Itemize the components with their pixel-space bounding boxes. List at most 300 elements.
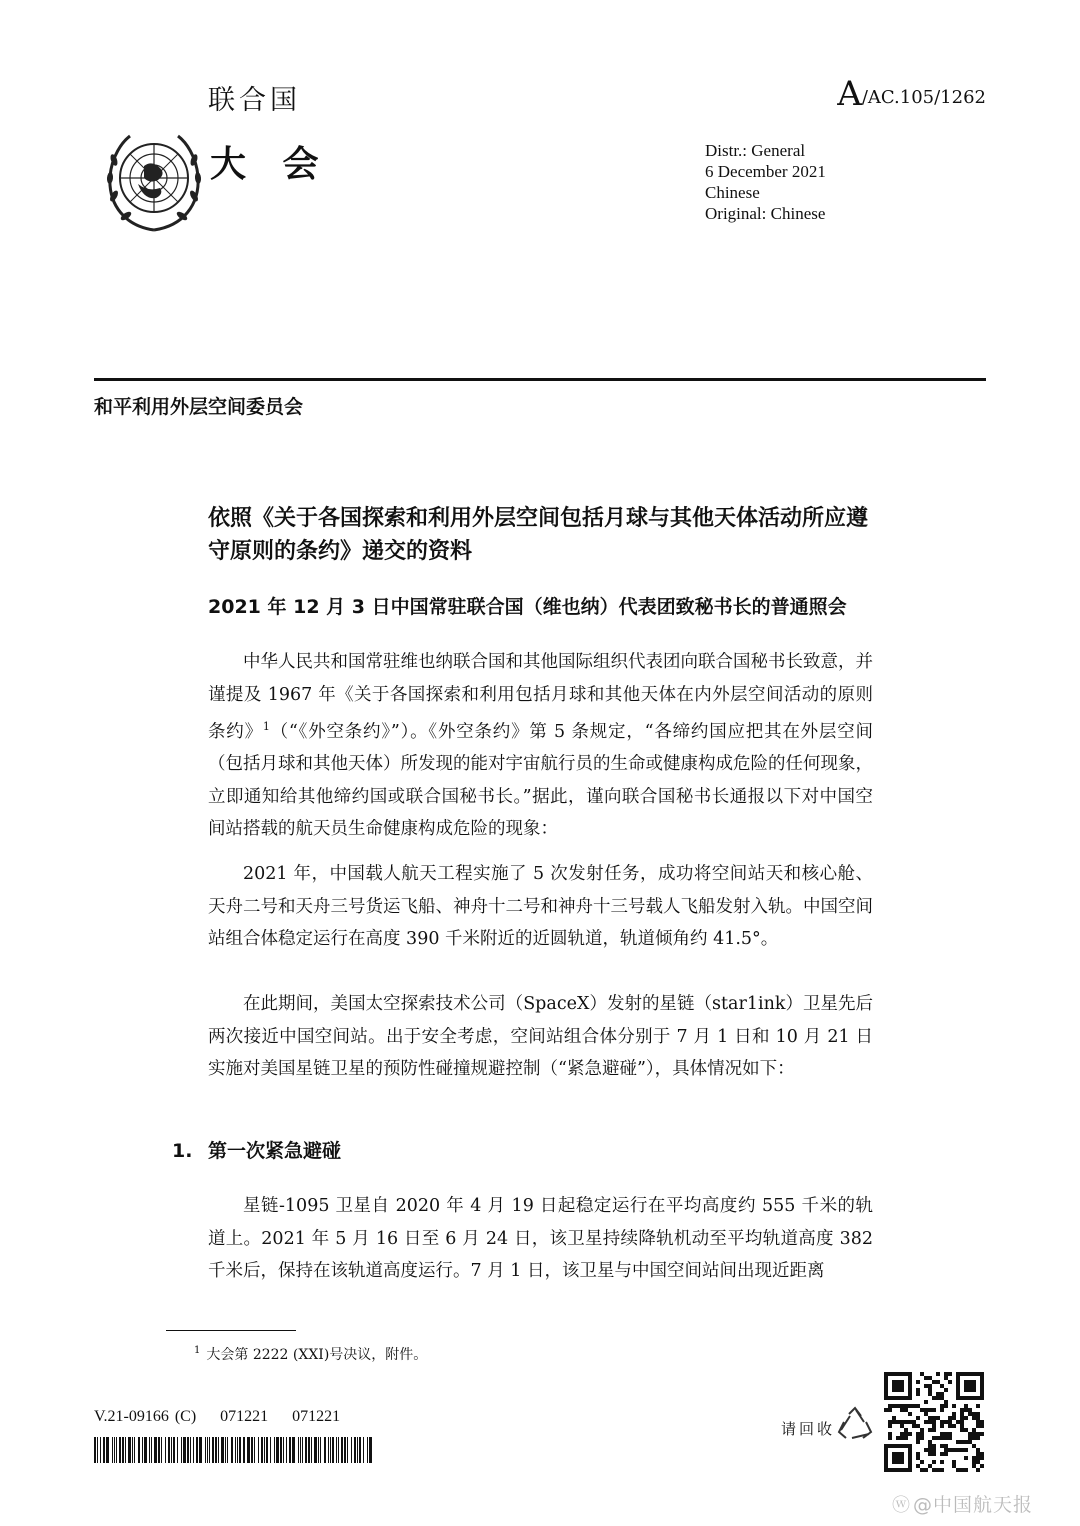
barcode-bar <box>134 1437 135 1463</box>
barcode-bar <box>274 1437 275 1463</box>
qr-module <box>928 1392 932 1396</box>
qr-module <box>888 1420 892 1424</box>
barcode-bar <box>106 1437 109 1463</box>
qr-module <box>892 1404 896 1408</box>
footnote-mark: 1 <box>194 1345 201 1357</box>
barcode-bar <box>161 1437 162 1463</box>
qr-module <box>964 1440 968 1444</box>
qr-module <box>900 1404 904 1408</box>
qr-module <box>972 1460 976 1464</box>
qr-module <box>972 1432 976 1436</box>
barcode-bar <box>145 1437 147 1463</box>
barcode-bar <box>328 1437 329 1463</box>
qr-module <box>952 1448 956 1452</box>
barcode-bar <box>181 1437 182 1463</box>
qr-module <box>912 1424 916 1428</box>
qr-module <box>912 1404 916 1408</box>
qr-module <box>944 1444 948 1448</box>
qr-module <box>940 1384 944 1388</box>
qr-module <box>980 1432 984 1436</box>
qr-module <box>976 1460 980 1464</box>
barcode-bar <box>298 1437 299 1463</box>
qr-module <box>944 1420 948 1424</box>
qr-module <box>920 1428 924 1432</box>
qr-module <box>960 1416 964 1420</box>
qr-module <box>924 1412 928 1416</box>
barcode-bar <box>151 1437 152 1463</box>
qr-module <box>952 1460 956 1464</box>
barcode-bar <box>363 1437 364 1463</box>
qr-module <box>896 1404 900 1408</box>
qr-module <box>928 1420 932 1424</box>
barcode-bar <box>193 1437 194 1463</box>
qr-module <box>936 1380 940 1384</box>
barcode-bar <box>359 1437 361 1463</box>
barcode-bar <box>103 1437 105 1463</box>
qr-module <box>916 1416 920 1420</box>
qr-module <box>928 1408 932 1412</box>
qr-module <box>904 1428 908 1432</box>
qr-module <box>936 1372 940 1376</box>
qr-module <box>888 1432 892 1436</box>
barcode-bar <box>227 1437 228 1463</box>
barcode-bar <box>320 1437 321 1463</box>
barcode-bar <box>218 1437 219 1463</box>
barcode-bar <box>212 1437 214 1463</box>
barcode-bar <box>354 1437 356 1463</box>
qr-module <box>916 1424 920 1428</box>
barcode-bar <box>302 1437 303 1463</box>
barcode-bar <box>251 1437 253 1463</box>
qr-module <box>920 1460 924 1464</box>
barcode-bar <box>289 1437 291 1463</box>
qr-module <box>940 1432 944 1436</box>
barcode-bar <box>244 1437 245 1463</box>
qr-module <box>960 1468 964 1472</box>
symbol-prefix: A <box>837 74 862 114</box>
barcode-bar <box>300 1437 301 1463</box>
qr-module <box>916 1432 920 1436</box>
recycle-icon <box>836 1406 874 1442</box>
qr-module <box>940 1452 944 1456</box>
barcode-bar <box>311 1437 312 1463</box>
qr-module <box>960 1408 964 1412</box>
distribution-block <box>705 140 826 224</box>
barcode-bar <box>119 1437 121 1463</box>
qr-module <box>940 1408 944 1412</box>
document-number: V.21-09166 (C) 071221 071221 <box>94 1408 341 1425</box>
barcode-bar <box>142 1437 143 1463</box>
qr-module <box>936 1392 940 1396</box>
qr-module <box>908 1404 912 1408</box>
qr-module <box>936 1436 940 1440</box>
qr-module <box>924 1420 928 1424</box>
qr-module <box>940 1396 944 1400</box>
qr-module <box>928 1376 932 1380</box>
assembly-label: 大 会 <box>210 144 331 185</box>
qr-module <box>960 1424 964 1428</box>
header-divider <box>94 378 986 381</box>
qr-module <box>960 1440 964 1444</box>
qr-module <box>968 1432 972 1436</box>
qr-module <box>940 1444 944 1448</box>
barcode-bar <box>205 1437 206 1463</box>
paragraph-2: 2021 年，中国载人航天工程实施了 5 次发射任务，成功将空间站天和核心舱、天舟二号和天舟三号货运飞船、神舟十二号和神舟十三号载人飞船发射入轨。中国空间站组合体稳定运行在高度 390 千米附近的近圆轨道，轨道倾角约 41.5°。 <box>208 864 873 949</box>
qr-module <box>944 1448 948 1452</box>
qr-module <box>976 1452 980 1456</box>
qr-module <box>932 1380 936 1384</box>
qr-module <box>976 1420 980 1424</box>
qr-module <box>948 1416 952 1420</box>
barcode-bar <box>239 1437 241 1463</box>
barcode-bar <box>243 1437 244 1463</box>
qr-module <box>900 1436 904 1440</box>
qr-module <box>924 1468 928 1472</box>
section-title: 第一次紧急避碰 <box>208 1140 342 1162</box>
qr-module <box>928 1384 932 1388</box>
committee-name: 和平利用外层空间委员会 <box>94 396 304 418</box>
qr-module <box>916 1436 920 1440</box>
qr-module <box>940 1468 944 1472</box>
barcode-bar <box>283 1437 284 1463</box>
qr-module <box>972 1464 976 1468</box>
barcode-bar <box>207 1437 208 1463</box>
qr-module <box>964 1404 968 1408</box>
barcode-bar <box>270 1437 271 1463</box>
qr-module <box>976 1448 980 1452</box>
qr-module <box>892 1420 896 1424</box>
qr-module <box>904 1420 908 1424</box>
qr-module <box>932 1424 936 1428</box>
barcode-bar <box>196 1437 198 1463</box>
document-symbol <box>837 74 986 114</box>
qr-module <box>888 1408 892 1412</box>
qr-module <box>980 1464 984 1468</box>
qr-module <box>928 1444 932 1448</box>
footnote-divider <box>166 1330 296 1331</box>
qr-module <box>924 1376 928 1380</box>
qr-module <box>972 1436 976 1440</box>
barcode-bar <box>209 1437 210 1463</box>
qr-module <box>980 1420 984 1424</box>
paragraph-1-part-b: （“《外空条约》”）。《外空条约》第 5 条规定，“各缔约国应把其在外层空间（包括月球和其他天体）所发现的能对宇宙航行员的生命或健康构成危险的任何现象，立即通知给其他缔约国或联合国秘书长。”据此，谨向联合国秘书长通报以下对中国空间站搭载的航天员生命健康构成危险的现象： <box>208 721 873 840</box>
barcode-bar <box>116 1437 117 1463</box>
qr-module <box>948 1380 952 1384</box>
qr-module <box>940 1404 944 1408</box>
qr-module <box>916 1464 920 1468</box>
barcode-bar <box>215 1437 217 1463</box>
barcode-bar <box>347 1437 348 1463</box>
qr-module <box>956 1468 960 1472</box>
qr-module <box>900 1408 904 1412</box>
qr-module <box>904 1404 908 1408</box>
qr-module <box>884 1408 888 1412</box>
barcode-bar <box>344 1437 346 1463</box>
barcode-bar <box>94 1437 96 1463</box>
barcode-bar <box>369 1437 372 1463</box>
barcode-bar <box>221 1437 224 1463</box>
qr-module <box>948 1424 952 1428</box>
qr-module <box>932 1448 936 1452</box>
qr-module <box>964 1428 968 1432</box>
qr-module <box>964 1408 968 1412</box>
qr-module <box>944 1452 948 1456</box>
barcode-bar <box>171 1437 172 1463</box>
barcode-bar <box>258 1437 259 1463</box>
barcode-bar <box>237 1437 238 1463</box>
paragraph-1-part-a: 中华人民共和国常驻维也纳联合国和其他国际组织代表团向联合国秘书长致意，并谨提及 1967 年《关于各国探索和利用包括月球和其他天体在内外层空间活动的原则条约》 <box>208 652 873 742</box>
qr-module <box>952 1424 956 1428</box>
qr-module <box>932 1452 936 1456</box>
barcode-bar <box>138 1437 140 1463</box>
qr-module <box>916 1388 920 1392</box>
barcode-bar <box>231 1437 233 1463</box>
un-emblem-icon <box>98 126 210 238</box>
qr-module <box>960 1420 964 1424</box>
qr-module <box>916 1452 920 1456</box>
barcode-bar <box>318 1437 319 1463</box>
qr-module <box>928 1416 932 1420</box>
qr-module <box>916 1440 920 1444</box>
barcode-bar <box>254 1437 255 1463</box>
barcode-bar <box>112 1437 113 1463</box>
qr-module <box>940 1424 944 1428</box>
qr-module <box>972 1444 976 1448</box>
qr-module <box>964 1456 968 1460</box>
recycle-label: 请回收 <box>781 1420 836 1438</box>
qr-module <box>976 1416 980 1420</box>
footnote <box>194 1344 427 1364</box>
qr-module <box>944 1404 948 1408</box>
barcode-bar <box>330 1437 331 1463</box>
qr-module <box>928 1448 932 1452</box>
barcode-bar <box>324 1437 326 1463</box>
barcode-bar <box>132 1437 133 1463</box>
barcode-bar <box>305 1437 307 1463</box>
barcode-bar <box>292 1437 295 1463</box>
barcode-bar <box>225 1437 226 1463</box>
paragraph-3: 在此期间，美国太空探索技术公司（SpaceX）发射的星链（star1ink）卫星先后两次接近中国空间站。出于安全考虑，空间站组合体分别于 7 月 1 日和 10 月 21 日实施对美国星链卫星的预防性碰撞规避控制（“紧急避碰”），具体情况如下： <box>208 994 873 1079</box>
barcode-bar <box>122 1437 124 1463</box>
qr-module <box>896 1420 900 1424</box>
qr-module <box>932 1396 936 1400</box>
original-line: Original: Chinese <box>705 204 826 223</box>
barcode-bar <box>280 1437 282 1463</box>
qr-module <box>924 1400 928 1404</box>
distr-line: Distr.: General <box>705 141 806 160</box>
barcode-bar <box>332 1437 334 1463</box>
barcode-bar <box>338 1437 339 1463</box>
qr-module <box>888 1424 892 1428</box>
qr-module <box>964 1448 968 1452</box>
qr-module <box>964 1380 976 1392</box>
paragraph-4: 星链-1095 卫星自 2020 年 4 月 19 日起稳定运行在平均高度约 555 千米的轨道上。2021 年 5 月 16 日至 6 月 24 日，该卫星持续降轨机动至平均轨道高度 382 千米后，保持在该轨道高度运行。7 月 1 日，该卫星与中国空间站间出现近距离 <box>208 1196 873 1281</box>
barcode-bar <box>144 1437 145 1463</box>
qr-module <box>932 1428 936 1432</box>
date-line: 6 December 2021 <box>705 162 826 181</box>
barcode-bar <box>266 1437 268 1463</box>
qr-module <box>968 1440 972 1444</box>
qr-module <box>900 1424 904 1428</box>
qr-module <box>940 1420 944 1424</box>
qr-module <box>976 1412 980 1416</box>
org-name: 联合国 <box>208 85 301 116</box>
qr-module <box>956 1440 960 1444</box>
qr-module <box>976 1468 980 1472</box>
qr-module <box>924 1448 928 1452</box>
qr-module <box>944 1376 948 1380</box>
barcode-bar <box>286 1437 287 1463</box>
qr-module <box>896 1436 900 1440</box>
weibo-icon: ⓦ <box>892 1495 911 1516</box>
barcode-bar <box>168 1437 170 1463</box>
barcode-bar <box>158 1437 160 1463</box>
barcode-bar <box>97 1437 98 1463</box>
document-title: 依照《关于各国探索和利用外层空间包括月球与其他天体活动所应遵守原则的条约》递交的资料 <box>208 506 869 564</box>
qr-module <box>920 1436 924 1440</box>
qr-module <box>928 1388 932 1392</box>
qr-module <box>928 1452 932 1456</box>
section-heading <box>172 1136 341 1163</box>
qr-module <box>940 1436 944 1440</box>
qr-module <box>892 1416 896 1420</box>
barcode-bar <box>100 1437 101 1463</box>
qr-module <box>888 1436 892 1440</box>
qr-module <box>900 1432 904 1436</box>
qr-module <box>952 1464 956 1468</box>
paragraph-1 <box>208 646 873 846</box>
qr-module <box>968 1408 972 1412</box>
qr-module <box>888 1404 892 1408</box>
qr-module <box>904 1436 908 1440</box>
qr-module <box>924 1408 928 1412</box>
qr-module <box>916 1456 920 1460</box>
qr-module <box>972 1412 976 1416</box>
qr-module <box>916 1404 920 1408</box>
barcode-bar <box>276 1437 279 1463</box>
qr-module <box>980 1452 984 1456</box>
qr-module <box>932 1420 936 1424</box>
qr-module <box>948 1432 952 1436</box>
qr-module <box>972 1416 976 1420</box>
footnote-reference: 1 <box>262 720 270 733</box>
qr-module <box>940 1460 944 1464</box>
barcode-bar <box>165 1437 166 1463</box>
qr-module <box>936 1416 940 1420</box>
qr-module <box>948 1372 952 1376</box>
qr-module <box>948 1448 952 1452</box>
qr-module <box>904 1432 908 1436</box>
qr-module <box>944 1372 948 1376</box>
barcode <box>94 1437 373 1463</box>
qr-module <box>956 1448 960 1452</box>
qr-module <box>908 1432 912 1436</box>
symbol-rest: /AC.105/1262 <box>861 87 986 108</box>
qr-module <box>948 1436 952 1440</box>
qr-module <box>932 1468 936 1472</box>
qr-module <box>960 1428 964 1432</box>
barcode-bar <box>235 1437 236 1463</box>
barcode-bar <box>149 1437 150 1463</box>
qr-module <box>944 1436 948 1440</box>
qr-code <box>884 1372 984 1472</box>
qr-module <box>944 1432 948 1436</box>
barcode-bar <box>357 1437 358 1463</box>
qr-module <box>980 1424 984 1428</box>
qr-module <box>980 1456 984 1460</box>
qr-module <box>936 1468 940 1472</box>
qr-module <box>920 1432 924 1436</box>
watermark <box>892 1490 1033 1517</box>
barcode-bar <box>314 1437 317 1463</box>
barcode-bar <box>125 1437 126 1463</box>
barcode-bar <box>128 1437 131 1463</box>
footnote-text: 大会第 2222 (XXI)号决议，附件。 <box>206 1347 428 1363</box>
qr-module <box>928 1428 932 1432</box>
qr-module <box>908 1412 912 1416</box>
qr-module <box>904 1408 908 1412</box>
qr-module <box>916 1380 920 1384</box>
barcode-bar <box>177 1437 178 1463</box>
qr-module <box>932 1408 936 1412</box>
qr-module <box>924 1384 928 1388</box>
qr-module <box>940 1392 944 1396</box>
qr-module <box>912 1420 916 1424</box>
qr-module <box>932 1460 936 1464</box>
qr-module <box>956 1420 960 1424</box>
barcode-bar <box>173 1437 175 1463</box>
qr-module <box>920 1468 924 1472</box>
qr-module <box>892 1380 904 1392</box>
qr-module <box>920 1372 924 1376</box>
barcode-bar <box>336 1437 337 1463</box>
qr-module <box>892 1452 904 1464</box>
qr-module <box>948 1420 952 1424</box>
barcode-bar <box>351 1437 352 1463</box>
barcode-bar <box>308 1437 310 1463</box>
qr-module <box>976 1436 980 1440</box>
barcode-bar <box>187 1437 189 1463</box>
barcode-bar <box>367 1437 368 1463</box>
qr-module <box>976 1456 980 1460</box>
document-subtitle: 2021 年 12 月 3 日中国常驻联合国（维也纳）代表团致秘书长的普通照会 <box>208 596 847 618</box>
watermark-text: @中国航天报 <box>913 1494 1034 1516</box>
qr-module <box>968 1436 972 1440</box>
qr-module <box>900 1420 904 1424</box>
qr-module <box>976 1424 980 1428</box>
qr-module <box>972 1456 976 1460</box>
qr-module <box>944 1400 948 1404</box>
qr-module <box>928 1464 932 1468</box>
qr-module <box>972 1428 976 1432</box>
qr-module <box>976 1404 980 1408</box>
qr-module <box>936 1396 940 1400</box>
qr-module <box>952 1412 956 1416</box>
barcode-bar <box>264 1437 265 1463</box>
qr-module <box>960 1412 964 1416</box>
barcode-bar <box>247 1437 250 1463</box>
qr-module <box>932 1444 936 1448</box>
barcode-bar <box>183 1437 186 1463</box>
qr-module <box>952 1404 956 1408</box>
qr-module <box>944 1388 948 1392</box>
qr-module <box>964 1468 968 1472</box>
qr-module <box>968 1412 972 1416</box>
qr-module <box>928 1440 932 1444</box>
barcode-bar <box>114 1437 115 1463</box>
barcode-bar <box>261 1437 263 1463</box>
qr-module <box>976 1432 980 1436</box>
